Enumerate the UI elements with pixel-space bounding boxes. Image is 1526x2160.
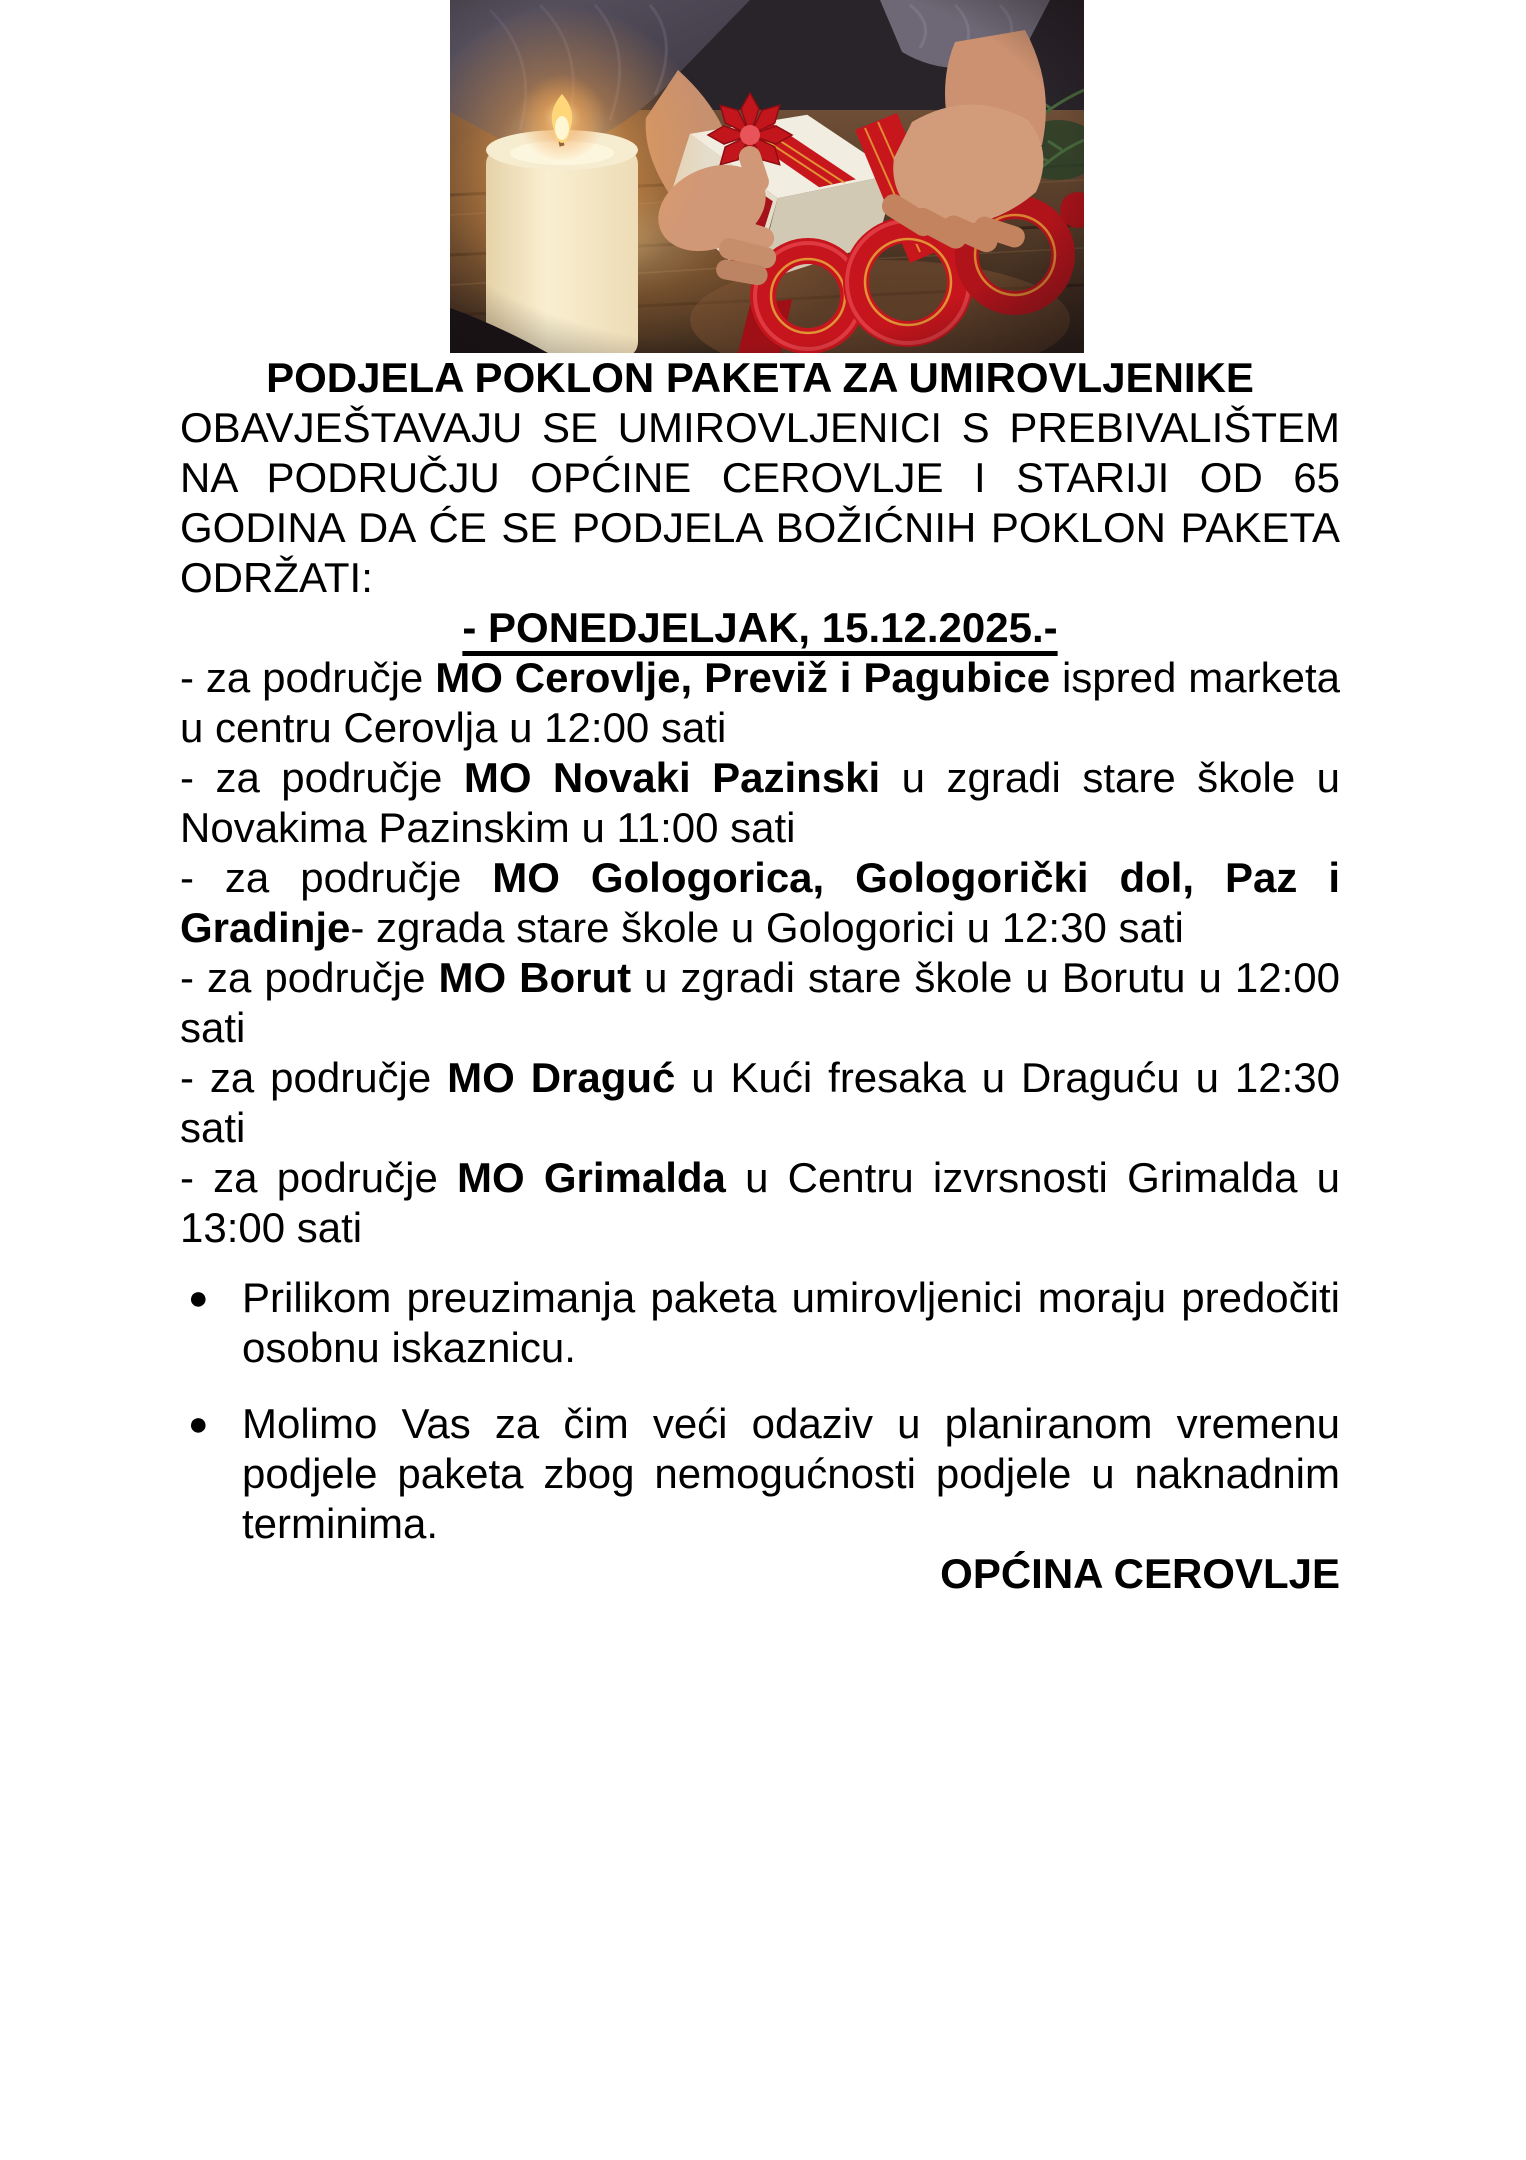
bullet-icon: ● [188, 1405, 209, 1443]
gift-wrapping-photo-illustration [450, 0, 1084, 353]
location-item-grimalda [180, 1153, 1340, 1253]
item-pre-text: - za područje [180, 1154, 457, 1201]
item-post-text: ispred marketa u centru Cerovlja u 12:00 sati [180, 654, 1340, 751]
bullet-icon: ● [188, 1279, 209, 1317]
item-area-name: MO Novaki Pazinski [463, 754, 881, 801]
item-post-text: u Kući fresaka u Draguću u 12:30 sati [180, 1054, 1341, 1151]
item-area-name: MO Borut [438, 954, 632, 1001]
item-post-text: u zgradi stare škole u Novakima Pazinskim u 11:00 sati [180, 754, 1340, 851]
distribution-date-line [180, 603, 1340, 653]
signature: OPĆINA CEROVLJE [940, 1550, 1340, 1597]
intro-paragraph: OBAVJEŠTAVAJU SE UMIROVLJENICI S PREBIVALIŠTEM NA PODRUČJU OPĆINE CEROVLJE I STARIJI OD 65 GODINA DA ĆE SE PODJELA BOŽIĆNIH POKLON PAKETA ODRŽATI: [180, 404, 1340, 601]
document-title: PODJELA POKLON PAKETA ZA UMIROVLJENIKE [266, 354, 1254, 401]
item-post-text: u zgradi stare škole u Borutu u 12:00 sati [180, 954, 1341, 1051]
header-photo [450, 0, 1084, 353]
item-area-name: MO Grimalda [457, 1154, 726, 1201]
note-id-card [180, 1273, 1340, 1373]
item-area-name: MO Draguć [447, 1054, 676, 1101]
location-item-cerovlje [180, 653, 1340, 753]
item-pre-text: - za područje [180, 654, 436, 701]
item-post-text: - zgrada stare škole u Gologorici u 12:30 sati [350, 904, 1184, 951]
item-pre-text: - za područje [180, 1054, 448, 1101]
note-text: Prilikom preuzimanja paketa umirovljenici moraju predočiti osobnu iskaznicu. [242, 1274, 1340, 1371]
item-area-name: MO Gologorica, Gologorički dol, Paz i Gradinje [180, 854, 1340, 951]
note-pickup-time [180, 1399, 1340, 1549]
document-body [180, 353, 1340, 1599]
location-item-novaki-pazinski [180, 753, 1340, 853]
location-item-draguc [180, 1053, 1340, 1153]
location-item-gologorica [180, 853, 1340, 953]
item-pre-text: - za područje [180, 754, 464, 801]
vignette [450, 0, 1084, 353]
item-pre-text: - za područje [180, 954, 439, 1001]
location-item-borut [180, 953, 1340, 1053]
item-post-text: u Centru izvrsnosti Grimalda u 13:00 sati [180, 1154, 1340, 1251]
distribution-date-text: - PONEDJELJAK, 15.12.2025.- [462, 604, 1058, 651]
item-area-name: MO Cerovlje, Previž i Pagubice [435, 654, 1051, 701]
item-pre-text: - za područje [180, 854, 493, 901]
note-text: Molimo Vas za čim veći odaziv u planiranom vremenu podjele paketa zbog nemogućnosti podjele u naknadnim terminima. [242, 1400, 1340, 1547]
